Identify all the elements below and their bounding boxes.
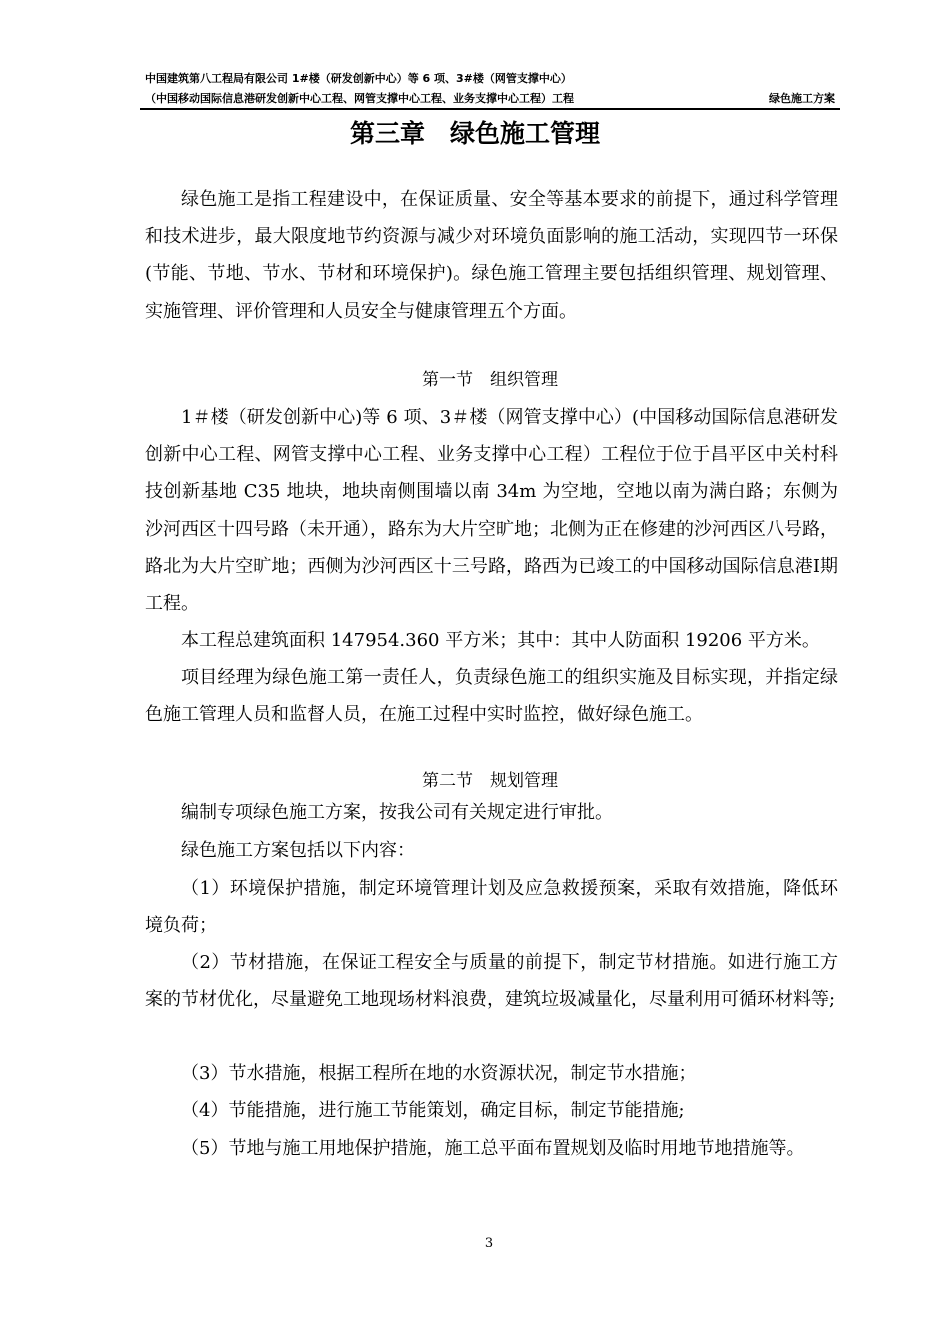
page-number: 3 [484,1236,494,1251]
running-header-line2 [145,91,835,107]
section2-paragraph-approval: 编制专项绿色施工方案，按我公司有关规定进行审批。 [181,802,613,823]
chapter-title: 第三章 绿色施工管理 [349,119,600,148]
intro-paragraph: 绿色施工是指工程建设中，在保证质量、安全等基本要求的前提下，通过科学管理和技术进步，最大限度地节约资源与减少对环境负面影响的施工活动，实现四节一环保(节能、节地、节水、节材和环境保护)。绿色施工管理主要包括组织管理、规划管理、实施管理、评价管理和人员安全与健康管理五个方面。 [145,189,838,322]
list-item-energy: （4）节能措施，进行施工节能策划，确定目标，制定节能措施; [181,1100,685,1121]
running-header-project: （中国移动国际信息港研发创新中心工程、网管支撑中心工程、业务支撑中心工程）工程 [145,92,574,105]
running-header-doc-type: 绿色施工方案 [769,92,835,105]
list-item-environment: （1）环境保护措施，制定环境管理计划及应急救援预案，采取有效措施，降低环境负荷； [145,878,838,937]
section2-paragraph-contents: 绿色施工方案包括以下内容： [181,840,415,861]
list-item-water: （3）节水措施，根据工程所在地的水资源状况，制定节水措施； [181,1063,697,1084]
running-header-line1: 中国建筑第八工程局有限公司 1#楼（研发创新中心）等 6 项、3#楼（网管支撑中心） [145,72,572,85]
list-item-materials: （2）节材措施，在保证工程安全与质量的前提下，制定节材措施。如进行施工方案的节材优化，尽量避免工地现场材料浪费，建筑垃圾减量化，尽量利用可循环材料等; [145,952,838,1011]
section2-title: 第二节 规划管理 [422,771,558,791]
section1-paragraph-responsibility: 项目经理为绿色施工第一责任人，负责绿色施工的组织实施及目标实现，并指定绿色施工管理人员和监督人员，在施工过程中实时监控，做好绿色施工。 [145,667,838,726]
section1-title: 第一节 组织管理 [422,370,558,390]
section1-paragraph-area: 本工程总建筑面积 147954.360 平方米；其中：其中人防面积 19206 平方米。 [181,630,820,651]
section1-paragraph-location: 1＃楼（研发创新中心)等 6 项、3＃楼（网管支撑中心）(中国移动国际信息港研发创新中心工程、网管支撑中心工程、业务支撑中心工程）工程位于位于昌平区中关村科技创新基地 C35 地块，地块南侧围墙以南 34m 为空地，空地以南为满白路；东侧为沙河西区十四号路（未开通），路东为大片空旷地；北侧为正在修建的沙河西区八号路，路北为大片空旷地；西侧为沙河西区十三号路，路西为已竣工的中国移动国际信息港Ⅰ期工程。 [145,407,838,615]
header-rule [140,108,840,110]
list-item-land: （5）节地与施工用地保护措施，施工总平面布置规划及临时用地节地措施等。 [181,1138,805,1159]
